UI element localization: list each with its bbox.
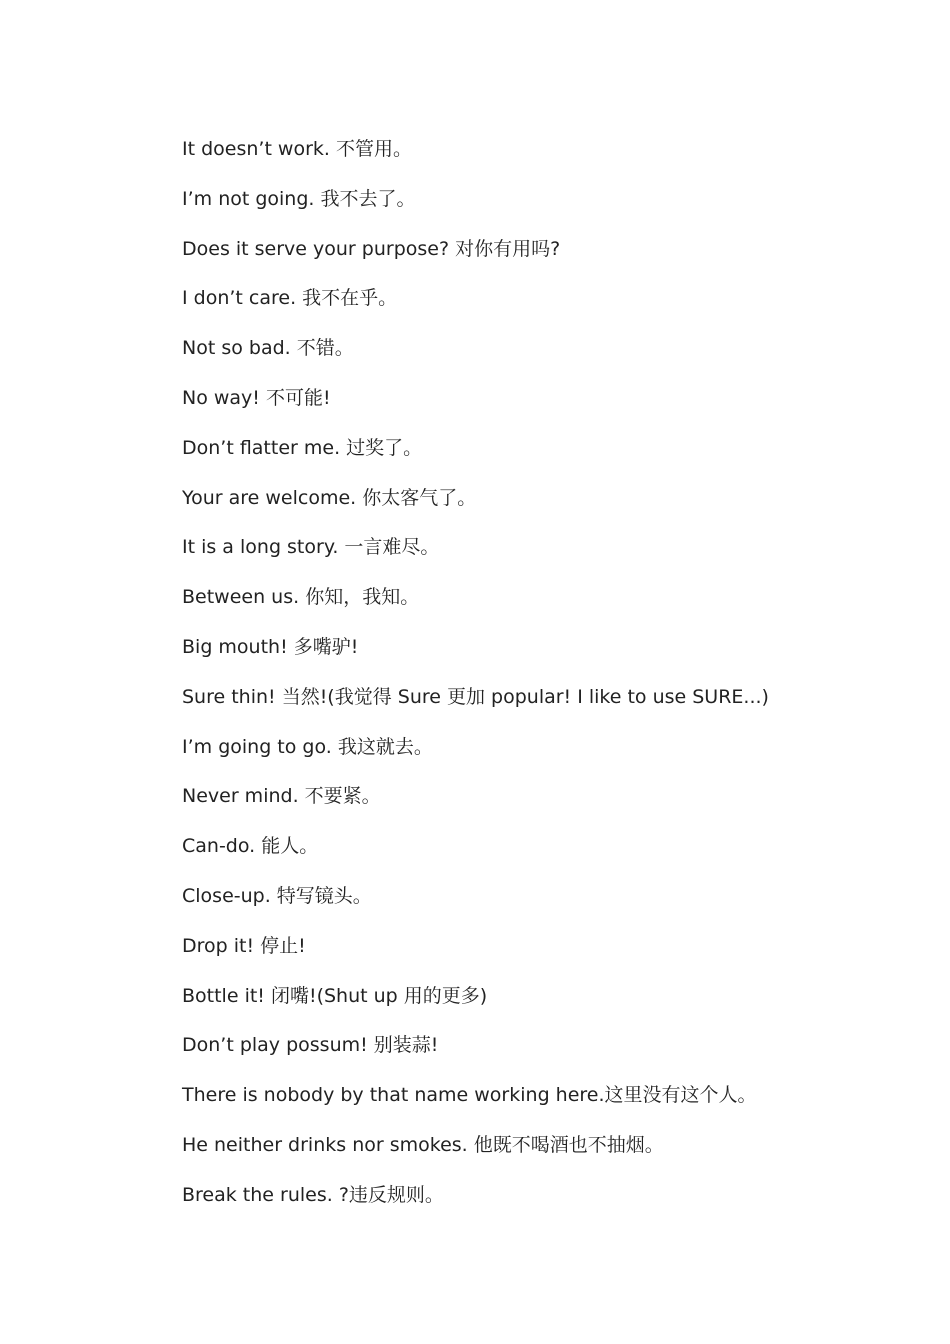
phrase-line: Drop it! 停止!: [182, 934, 306, 957]
phrase-line: Big mouth! 多嘴驴!: [182, 635, 359, 658]
phrase-line: Bottle it! 闭嘴!(Shut up 用的更多): [182, 984, 488, 1007]
phrase-line: Break the rules. ?违反规则。: [182, 1183, 444, 1206]
phrase-line: Can-do. 能人。: [182, 835, 319, 858]
phrase-line: Between us. 你知，我知。: [182, 586, 420, 609]
phrase-line: There is nobody by that name working here.这里没有这个人。: [182, 1084, 757, 1107]
phrase-line: Don’t flatter me. 过奖了。: [182, 436, 423, 459]
phrase-line: I’m not going. 我不去了。: [182, 187, 416, 210]
phrase-line: It is a long story. 一言难尽。: [182, 536, 440, 559]
phrase-line: He neither drinks nor smokes. 他既不喝酒也不抽烟。: [182, 1133, 664, 1156]
phrase-line: I’m going to go. 我这就去。: [182, 735, 433, 758]
phrase-line: It doesn’t work. 不管用。: [182, 138, 412, 160]
phrase-line: Does it serve your purpose? 对你有用吗?: [182, 237, 561, 260]
phrase-line: Close-up. 特写镜头。: [182, 884, 372, 907]
phrase-line: Your are welcome. 你太客气了。: [182, 486, 477, 509]
phrase-line: Don’t play possum! 别装蒜!: [182, 1034, 439, 1057]
phrase-list: [182, 136, 922, 1232]
phrase-line: I don’t care. 我不在乎。: [182, 287, 398, 310]
phrase-line: Never mind. 不要紧。: [182, 785, 381, 808]
phrase-line: Sure thin! 当然!(我觉得 Sure 更加 popular! I like to use SURE...): [182, 685, 769, 708]
phrase-line: Not so bad. 不错。: [182, 337, 354, 360]
phrase-line: No way! 不可能!: [182, 386, 331, 409]
